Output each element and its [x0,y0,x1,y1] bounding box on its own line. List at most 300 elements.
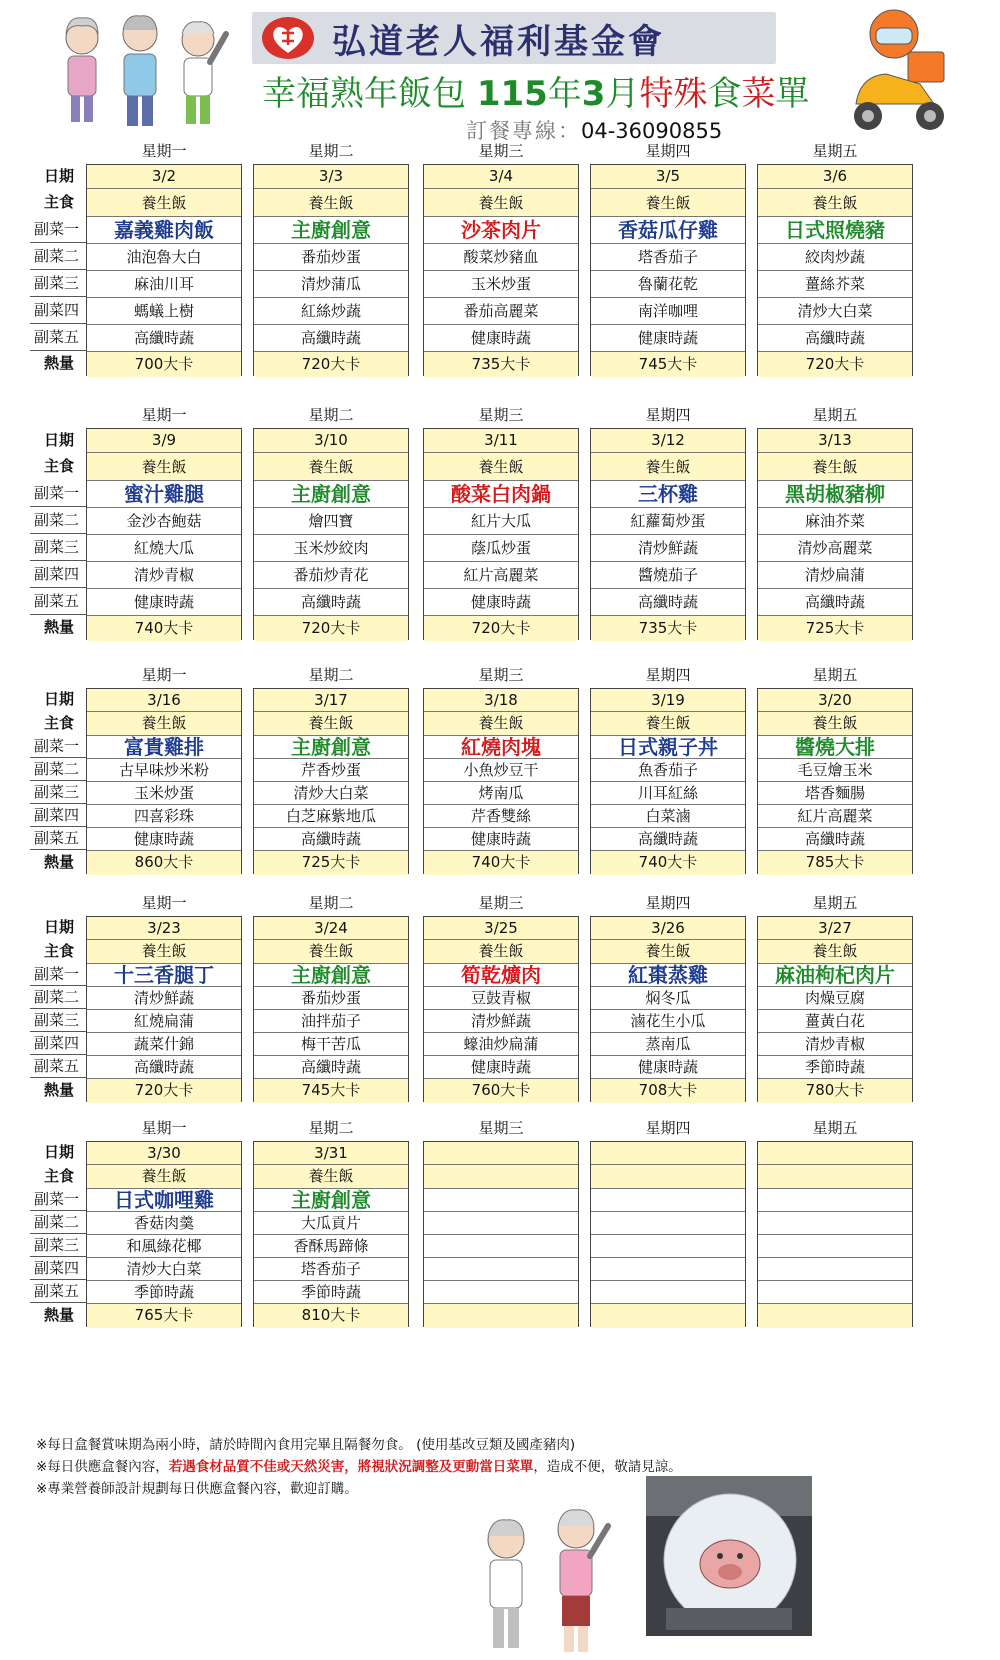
row-label-side5: 副菜五 [30,1280,92,1303]
row-label-calories: 熱量 [44,618,75,636]
staple-cell: 養生飯 [254,940,408,964]
row-label-calories: 熱量 [44,853,75,871]
weekday-header: 星期一 [141,142,187,160]
side-dish-cell: 高纖時蔬 [254,1056,408,1079]
main-dish-cell: 麻油枸杞肉片 [758,964,912,987]
side-dish-cell: 紅絲炒蔬 [254,298,408,325]
main-dish-cell: 日式咖哩雞 [87,1189,241,1212]
pork-certification-sign-photo [646,1476,812,1636]
row-label-date: 日期 [44,1143,75,1161]
elderly-trio-illustration [50,4,230,134]
side-dish-cell: 清炒鮮蔬 [424,1010,578,1033]
day-column [757,428,913,640]
week-block [30,404,970,640]
row-label-calories: 熱量 [44,354,75,372]
day-column [86,916,242,1102]
organization-banner [252,12,776,64]
row-label-side3: 副菜三 [30,1234,92,1257]
weekday-header: 星期一 [141,894,187,912]
side-dish-cell: 清炒蒲瓜 [254,271,408,298]
row-label-date: 日期 [44,690,75,708]
side-dish-cell: 健康時蔬 [87,589,241,616]
side-dish-cell: 白菜滷 [591,805,745,828]
weekday-header: 星期五 [812,142,858,160]
side-dish-cell: 健康時蔬 [424,828,578,851]
side-dish-cell: 蒸南瓜 [591,1033,745,1056]
row-label-date: 日期 [44,431,75,449]
side-dish-cell [758,1281,912,1304]
note-line [36,1456,796,1478]
day-column [590,916,746,1102]
side-dish-cell: 高纖時蔬 [758,325,912,352]
main-dish-cell: 日式親子丼 [591,736,745,759]
side-dish-cell: 健康時蔬 [591,1056,745,1079]
calories-cell: 760大卡 [424,1079,578,1103]
staple-cell: 養生飯 [758,940,912,964]
side-dish-cell [758,1212,912,1235]
calories-cell: 708大卡 [591,1079,745,1103]
day-column [253,428,409,640]
side-dish-cell: 麻油芥菜 [758,508,912,535]
side-dish-cell: 紅蘿蔔炒蛋 [591,508,745,535]
side-dish-cell: 高纖時蔬 [254,828,408,851]
side-dish-cell: 魚香茄子 [591,759,745,782]
side-dish-cell: 油泡魯大白 [87,244,241,271]
day-column [86,428,242,640]
date-cell [591,1142,745,1165]
row-label-side5: 副菜五 [30,588,92,615]
side-dish-cell: 豆鼓青椒 [424,987,578,1010]
staple-cell: 養生飯 [254,712,408,736]
day-column [86,688,242,874]
week-block [30,1117,970,1327]
side-dish-cell: 薑黃白花 [758,1010,912,1033]
date-cell: 3/31 [254,1142,408,1165]
row-label-side4: 副菜四 [30,804,92,827]
title-month: 3 [581,74,606,114]
staple-cell: 養生飯 [424,712,578,736]
calories-cell: 720大卡 [254,616,408,641]
side-dish-cell: 清炒青椒 [87,562,241,589]
row-label-side4: 副菜四 [30,297,92,324]
weekday-header: 星期四 [645,666,691,684]
row-label-side3: 副菜三 [30,534,92,561]
day-column [253,916,409,1102]
day-column [757,688,913,874]
staple-cell: 養生飯 [254,454,408,481]
calories-cell: 720大卡 [87,1079,241,1103]
main-dish-cell: 日式照燒豬 [758,217,912,244]
calories-cell: 700大卡 [87,352,241,377]
title-part: 食 [707,74,742,114]
side-dish-cell: 健康時蔬 [424,1056,578,1079]
main-dish-cell [424,1189,578,1212]
date-cell: 3/18 [424,689,578,712]
staple-cell: 養生飯 [87,190,241,217]
date-cell: 3/3 [254,165,408,189]
side-dish-cell: 古早味炒米粉 [87,759,241,782]
side-dish-cell [758,1258,912,1281]
side-dish-cell: 紅片高麗菜 [424,562,578,589]
date-cell: 3/30 [87,1142,241,1165]
side-dish-cell [424,1235,578,1258]
week-block [30,140,970,376]
side-dish-cell: 健康時蔬 [424,589,578,616]
side-dish-cell: 清炒鮮蔬 [591,535,745,562]
side-dish-cell: 香菇肉羹 [87,1212,241,1235]
weekday-header: 星期一 [141,1119,187,1137]
side-dish-cell: 番茄炒青花 [254,562,408,589]
side-dish-cell: 絞肉炒蔬 [758,244,912,271]
side-dish-cell: 健康時蔬 [87,828,241,851]
day-column [423,1141,579,1327]
side-dish-cell: 番茄炒蛋 [254,244,408,271]
side-dish-cell: 高纖時蔬 [254,589,408,616]
side-dish-cell: 季節時蔬 [758,1056,912,1079]
side-dish-cell: 白芝麻紫地瓜 [254,805,408,828]
side-dish-cell: 季節時蔬 [254,1281,408,1304]
day-column [590,1141,746,1327]
staple-cell: 養生飯 [424,190,578,217]
calories-cell: 735大卡 [424,352,578,377]
title-part: 菜 [741,74,776,114]
date-cell: 3/25 [424,917,578,940]
day-column [253,688,409,874]
side-dish-cell: 和風綠花椰 [87,1235,241,1258]
day-column [590,688,746,874]
calories-cell [758,1304,912,1328]
side-dish-cell: 健康時蔬 [591,325,745,352]
date-cell: 3/6 [758,165,912,189]
side-dish-cell: 健康時蔬 [424,325,578,352]
side-dish-cell: 芹香雙絲 [424,805,578,828]
day-column [253,164,409,376]
side-dish-cell [758,1235,912,1258]
side-dish-cell: 高纖時蔬 [758,589,912,616]
side-dish-cell: 螞蟻上樹 [87,298,241,325]
row-label-date: 日期 [44,918,75,936]
weekday-header: 星期三 [478,1119,524,1137]
calories-cell [424,1304,578,1328]
title-special: 特殊 [639,74,708,114]
side-dish-cell: 高纖時蔬 [591,828,745,851]
date-cell [424,1142,578,1165]
staple-cell: 養生飯 [424,454,578,481]
row-label-side3: 副菜三 [30,1009,92,1032]
calories-cell: 740大卡 [591,851,745,875]
side-dish-cell [591,1281,745,1304]
title-part: 幸福熟年飯包 [262,74,477,114]
side-dish-cell: 酸菜炒豬血 [424,244,578,271]
staple-cell: 養生飯 [87,1165,241,1189]
date-cell: 3/9 [87,429,241,453]
weekday-header: 星期五 [812,1119,858,1137]
side-dish-cell: 清炒大白菜 [254,782,408,805]
staple-cell: 養生飯 [87,712,241,736]
weekday-header: 星期五 [812,406,858,424]
side-dish-cell: 蔬菜什錦 [87,1033,241,1056]
main-dish-cell: 主廚創意 [254,217,408,244]
staple-cell [758,1165,912,1189]
title-part: 年 [547,74,582,114]
hotline-label: 訂餐專線： [466,119,581,143]
calories-cell: 720大卡 [424,616,578,641]
calories-cell: 860大卡 [87,851,241,875]
page-header [0,0,1000,150]
day-column [757,164,913,376]
side-dish-cell: 焖冬瓜 [591,987,745,1010]
side-dish-cell: 川耳紅絲 [591,782,745,805]
day-column [86,1141,242,1327]
row-label-side1: 副菜一 [30,1188,92,1211]
row-label-staple: 主食 [44,193,75,211]
side-dish-cell: 滷花生小瓜 [591,1010,745,1033]
note-line: ※專業營養師設計規劃每日供應盒餐內容，歡迎訂購。 [36,1481,358,1497]
weekday-header: 星期二 [308,142,354,160]
staple-cell: 養生飯 [591,940,745,964]
staple-cell: 養生飯 [254,1165,408,1189]
side-dish-cell: 玉米炒絞肉 [254,535,408,562]
weekday-header: 星期二 [308,666,354,684]
row-label-staple: 主食 [44,714,75,732]
date-cell: 3/26 [591,917,745,940]
calories-cell: 725大卡 [254,851,408,875]
note-line: ※每日盒餐賞味期為兩小時，請於時間內食用完畢且隔餐勿食。 (使用基改豆類及國產豬肉) [36,1437,576,1453]
side-dish-cell: 番茄高麗菜 [424,298,578,325]
calories-cell: 765大卡 [87,1304,241,1328]
main-dish-cell: 主廚創意 [254,1189,408,1212]
staple-cell: 養生飯 [87,940,241,964]
side-dish-cell: 油拌茄子 [254,1010,408,1033]
side-dish-cell: 清炒大白菜 [758,298,912,325]
side-dish-cell: 高纖時蔬 [758,828,912,851]
day-column [757,1141,913,1327]
weekday-header: 星期二 [308,1119,354,1137]
date-cell: 3/23 [87,917,241,940]
date-cell: 3/5 [591,165,745,189]
side-dish-cell: 小魚炒豆干 [424,759,578,782]
row-label-side4: 副菜四 [30,1032,92,1055]
calories-cell [591,1304,745,1328]
date-cell: 3/11 [424,429,578,453]
row-label-side1: 副菜一 [30,963,92,986]
title-part: 單 [775,74,810,114]
hotline-number: 04-36090855 [581,119,723,143]
row-label-side1: 副菜一 [30,480,92,507]
side-dish-cell: 清炒扁蒲 [758,562,912,589]
side-dish-cell: 梅干苦瓜 [254,1033,408,1056]
day-column [423,916,579,1102]
side-dish-cell: 高纖時蔬 [254,325,408,352]
title-part: 月 [605,74,640,114]
menu-title [262,66,822,115]
day-column [590,428,746,640]
row-label-calories: 熱量 [44,1306,75,1324]
row-label-side2: 副菜二 [30,986,92,1009]
row-label-side1: 副菜一 [30,735,92,758]
row-label-staple: 主食 [44,942,75,960]
day-column [423,164,579,376]
row-label-side1: 副菜一 [30,216,92,243]
row-label-side5: 副菜五 [30,827,92,850]
main-dish-cell: 蜜汁雞腿 [87,481,241,508]
row-label-side2: 副菜二 [30,507,92,534]
note-text: ，造成不便，敬請見諒。 [533,1459,682,1475]
staple-cell: 養生飯 [87,454,241,481]
staple-cell: 養生飯 [591,454,745,481]
staple-cell [591,1165,745,1189]
side-dish-cell: 香酥馬蹄條 [254,1235,408,1258]
side-dish-cell: 肉燥豆腐 [758,987,912,1010]
date-cell [758,1142,912,1165]
calories-cell: 745大卡 [254,1079,408,1103]
row-label-side4: 副菜四 [30,1257,92,1280]
side-dish-cell: 清炒高麗菜 [758,535,912,562]
row-label-side2: 副菜二 [30,758,92,781]
main-dish-cell: 香菇瓜仔雞 [591,217,745,244]
side-dish-cell: 金沙杏鮑菇 [87,508,241,535]
weekday-header: 星期三 [478,406,524,424]
side-dish-cell: 燴四寶 [254,508,408,535]
day-column [590,164,746,376]
weekday-header: 星期四 [645,1119,691,1137]
side-dish-cell: 芹香炒蛋 [254,759,408,782]
side-dish-cell: 紅燒扁蒲 [87,1010,241,1033]
calories-cell: 720大卡 [758,352,912,377]
row-label-side4: 副菜四 [30,561,92,588]
row-label-side5: 副菜五 [30,1055,92,1078]
main-dish-cell: 紅燒肉塊 [424,736,578,759]
side-dish-cell: 蠔油炒扁蒲 [424,1033,578,1056]
date-cell: 3/19 [591,689,745,712]
day-column [253,1141,409,1327]
side-dish-cell: 高纖時蔬 [591,589,745,616]
calories-cell: 720大卡 [254,352,408,377]
side-dish-cell: 塔香茄子 [591,244,745,271]
organization-logo-icon [260,15,316,61]
side-dish-cell: 紅燒大瓜 [87,535,241,562]
weekday-header: 星期五 [812,666,858,684]
side-dish-cell: 玉米炒蛋 [87,782,241,805]
side-dish-cell: 麻油川耳 [87,271,241,298]
date-cell: 3/17 [254,689,408,712]
title-year: 115 [476,74,548,114]
main-dish-cell: 醬燒大排 [758,736,912,759]
day-column [423,688,579,874]
weekday-header: 星期四 [645,406,691,424]
side-dish-cell [424,1212,578,1235]
main-dish-cell: 紅棗蒸雞 [591,964,745,987]
side-dish-cell: 南洋咖哩 [591,298,745,325]
date-cell: 3/27 [758,917,912,940]
staple-cell: 養生飯 [758,712,912,736]
side-dish-cell [591,1258,745,1281]
weekday-header: 星期四 [645,142,691,160]
side-dish-cell [424,1281,578,1304]
calories-cell: 740大卡 [424,851,578,875]
side-dish-cell: 紅片高麗菜 [758,805,912,828]
row-label-side2: 副菜二 [30,243,92,270]
main-dish-cell: 三杯雞 [591,481,745,508]
side-dish-cell: 玉米炒蛋 [424,271,578,298]
side-dish-cell [591,1212,745,1235]
staple-cell: 養生飯 [758,190,912,217]
side-dish-cell [591,1235,745,1258]
weekday-header: 星期三 [478,142,524,160]
side-dish-cell: 季節時蔬 [87,1281,241,1304]
main-dish-cell [758,1189,912,1212]
row-label-date: 日期 [44,167,75,185]
staple-cell: 養生飯 [591,712,745,736]
main-dish-cell [591,1189,745,1212]
side-dish-cell [424,1258,578,1281]
date-cell: 3/2 [87,165,241,189]
main-dish-cell: 沙茶肉片 [424,217,578,244]
note-text: ※每日供應盒餐內容， [36,1459,169,1475]
date-cell: 3/4 [424,165,578,189]
side-dish-cell: 毛豆燴玉米 [758,759,912,782]
day-column [423,428,579,640]
main-dish-cell: 主廚創意 [254,481,408,508]
date-cell: 3/20 [758,689,912,712]
row-label-side3: 副菜三 [30,781,92,804]
row-label-staple: 主食 [44,1167,75,1185]
side-dish-cell: 清炒大白菜 [87,1258,241,1281]
side-dish-cell: 四喜彩珠 [87,805,241,828]
main-dish-cell: 富貴雞排 [87,736,241,759]
weekday-header: 星期一 [141,406,187,424]
weekday-header: 星期四 [645,894,691,912]
staple-cell: 養生飯 [758,454,912,481]
side-dish-cell: 高纖時蔬 [87,1056,241,1079]
note-warning: 若遇食材品質不佳或天然災害，將視狀況調整及更動當日菜單 [168,1459,534,1475]
calories-cell: 740大卡 [87,616,241,641]
main-dish-cell: 主廚創意 [254,964,408,987]
elderly-couple-illustration [468,1500,618,1660]
side-dish-cell: 塔香麵腸 [758,782,912,805]
date-cell: 3/13 [758,429,912,453]
date-cell: 3/24 [254,917,408,940]
staple-cell: 養生飯 [254,190,408,217]
day-column [757,916,913,1102]
main-dish-cell: 十三香腿丁 [87,964,241,987]
side-dish-cell: 魯蘭花乾 [591,271,745,298]
row-label-side5: 副菜五 [30,324,92,351]
weekday-header: 星期一 [141,666,187,684]
weekday-header: 星期二 [308,406,354,424]
row-label-calories: 熱量 [44,1081,75,1099]
main-dish-cell: 酸菜白肉鍋 [424,481,578,508]
calories-cell: 735大卡 [591,616,745,641]
calories-cell: 785大卡 [758,851,912,875]
side-dish-cell: 醬燒茄子 [591,562,745,589]
side-dish-cell: 番茄炒蛋 [254,987,408,1010]
calories-cell: 745大卡 [591,352,745,377]
delivery-scooter-illustration [846,4,952,144]
calories-cell: 810大卡 [254,1304,408,1328]
side-dish-cell: 清炒青椒 [758,1033,912,1056]
week-block [30,892,970,1102]
main-dish-cell: 筍乾爌肉 [424,964,578,987]
main-dish-cell: 主廚創意 [254,736,408,759]
weekday-header: 星期三 [478,666,524,684]
side-dish-cell: 紅片大瓜 [424,508,578,535]
staple-cell: 養生飯 [424,940,578,964]
side-dish-cell: 大瓜貢片 [254,1212,408,1235]
side-dish-cell: 高纖時蔬 [87,325,241,352]
weekday-header: 星期二 [308,894,354,912]
calories-cell: 780大卡 [758,1079,912,1103]
